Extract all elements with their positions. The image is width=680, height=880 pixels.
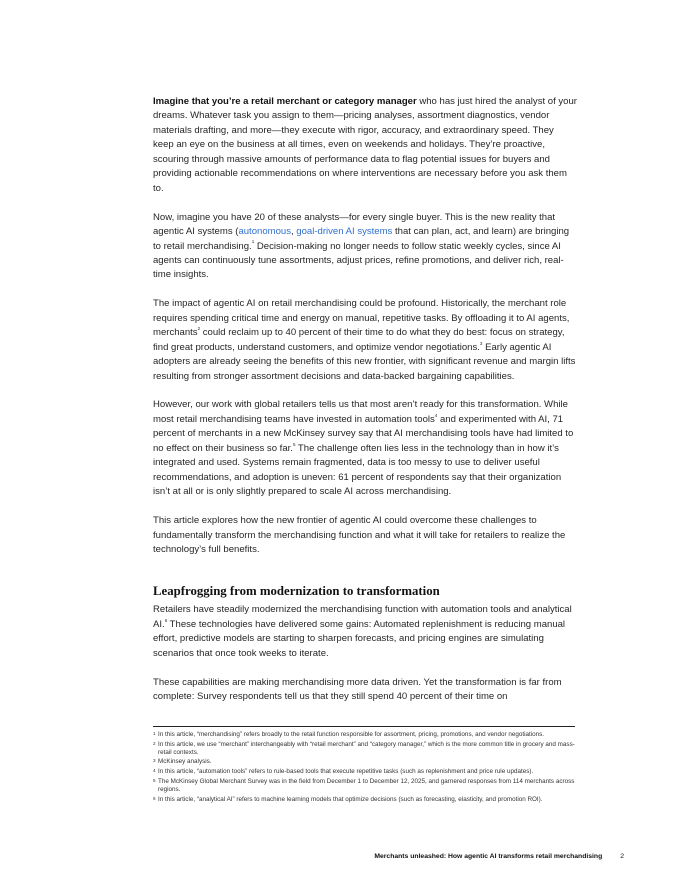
- paragraph-capabilities: These capabilities are making merchandising more data driven. Yet the transformation is far from complete: Survey respondents tell us that they still spend 40 percent of their time on: [153, 676, 562, 703]
- footnote-text: In this article, “analytical AI” refers to machine learning models that optimize decisions (such as forecasting, elasticity, and promotion ROI).: [158, 795, 543, 803]
- footnote-text: In this article, “automation tools” refers to rule-based tools that execute repetitive tasks (such as replenishment and price rule updates).: [158, 768, 534, 776]
- link-goal-driven-ai[interactable]: goal-driven AI systems: [296, 226, 393, 238]
- article-body: [153, 95, 577, 705]
- footnotes: [153, 731, 577, 805]
- footnote-number: 6: [153, 795, 156, 801]
- footnote-4: [153, 768, 577, 776]
- footnote-ref-1[interactable]: 1: [251, 239, 255, 245]
- footnote-ref-3[interactable]: 3: [479, 340, 483, 346]
- footnote-number: 5: [153, 777, 156, 783]
- footnote-text: The McKinsey Global Merchant Survey was in the field from December 1 to December 12, 2025, and garnered responses from 114 merchants across regions.: [158, 777, 575, 793]
- footnote-text: McKinsey analysis.: [158, 758, 212, 766]
- link-autonomous[interactable]: autonomous: [238, 226, 291, 238]
- paragraph-analysts: [153, 211, 577, 283]
- footnote-3: [153, 758, 577, 766]
- section-heading: Leapfrogging from modernization to transformation: [153, 584, 440, 599]
- footnote-text: In this article, we use “merchant” interchangeably with “retail merchant” and “category manager,” which is the more common title in grocery and mass-retail contexts.: [158, 740, 575, 756]
- paragraph-impact-text-a: The impact of agentic AI on retail merchandising could be profound. Historically, the merchant role requires spending critical time and energy on manual, repetitive tasks. By offloading it to AI agents, merchants: [153, 298, 570, 339]
- paragraph-readiness-text-b: and experimented with AI, 71 percent of merchants in a new McKinsey survey say that AI merchandising tools have had limited to no effect on their business so far.: [153, 413, 574, 454]
- footnote-number: 2: [153, 740, 156, 746]
- paragraph-impact: [153, 297, 577, 384]
- footnote-ref-5[interactable]: 5: [292, 441, 296, 447]
- link-separator: ,: [290, 226, 297, 238]
- footnote-ref-2[interactable]: 2: [197, 326, 201, 332]
- footnote-2: [153, 741, 577, 758]
- paragraph-scope: This article explores how the new frontier of agentic AI could overcome these challenges to fundamentally transform the merchandising function and what it will take for retailers to realize the technology’s full benefits.: [153, 515, 566, 555]
- page-number: 2: [620, 853, 624, 860]
- paragraph-readiness-text-c: The challenge often lies less in the technology than in how it’s integrated and used. Systems remain fragmented, data is too messy to use to deliver useful recommendations, and adoption is uneven: 61 percent of respondents say that their organization isn’t at all or is only slightly prepared to scale AI across merchandising.: [153, 442, 562, 498]
- page-footer: [374, 853, 624, 860]
- footnote-number: 4: [153, 768, 156, 774]
- paragraph-analysts-text-a: Now, imagine you have 20 of these analysts—for every single buyer. This is the new reality that agentic AI systems (: [153, 211, 556, 238]
- paragraph-impact-text-b: could reclaim up to 40 percent of their time to do what they do best: focus on strategy, find great products, understand customers, and optimize vendor negotiations.: [153, 327, 565, 353]
- footnote-6: [153, 796, 577, 804]
- footnote-number: 3: [153, 758, 156, 764]
- footnote-ref-6[interactable]: 6: [164, 617, 168, 623]
- footnote-5: [153, 778, 577, 795]
- footnote-divider: [153, 726, 575, 727]
- footnote-number: 1: [153, 731, 156, 736]
- paragraph-impact-text-c: Early agentic AI adopters are already seeing the benefits of this new frontier, with significant revenue and margin lifts resulting from stronger assortment decisions and data-backed bargaining capabilities.: [153, 341, 576, 382]
- paragraph-modernization-text-a: Retailers have steadily modernized the merchandising function with automation tools and analytical AI.: [153, 604, 572, 630]
- footer-title: Merchants unleashed: How agentic AI transforms retail merchandising: [374, 853, 603, 860]
- paragraph-intro: [153, 95, 577, 196]
- footnote-ref-4[interactable]: 4: [434, 412, 438, 418]
- footnote-1: [153, 731, 577, 739]
- paragraph-analysts-text-c: Decision-making no longer needs to follow static weekly cycles, since AI agents can continuously tune assortments, adjust prices, refine promotions, and deliver rich, real-time insights.: [153, 240, 564, 281]
- paragraph-readiness: [153, 398, 577, 499]
- footnote-text: In this article, “merchandising” refers broadly to the retail function responsible for assortment, pricing, promotions, and vendor negotiations.: [158, 731, 545, 738]
- paragraph-modernization: [153, 603, 577, 661]
- paragraph-analysts-text-b: that can plan, act, and learn) are bringing to retail merchandising.: [153, 226, 570, 252]
- paragraph-intro-text: who has just hired the analyst of your dreams. Whatever task you assign to them—pricing analyses, assortment diagnostics, vendor materials drafting, and more—they execute with rigor, accuracy, and extraordinary speed. They keep an eye on the business at all times, even on weekends and holidays. They’re proactive, scouring through massive amounts of performance data to flag potential issues for buyers and providing actionable recommendations on where interventions are necessary before you ask them to.: [153, 96, 577, 194]
- paragraph-modernization-text-b: These technologies have delivered some gains: Automated replenishment is reducing manual effort, predictive models are starting to sharpen forecasts, and pricing engines are simulating scenarios that once took weeks to iterate.: [153, 618, 566, 659]
- paragraph-readiness-text-a: However, our work with global retailers tells us that most aren’t ready for this transformation. While most retail merchandising teams have invested in automation tools: [153, 399, 568, 425]
- lead-in: Imagine that you’re a retail merchant or category manager: [153, 96, 417, 107]
